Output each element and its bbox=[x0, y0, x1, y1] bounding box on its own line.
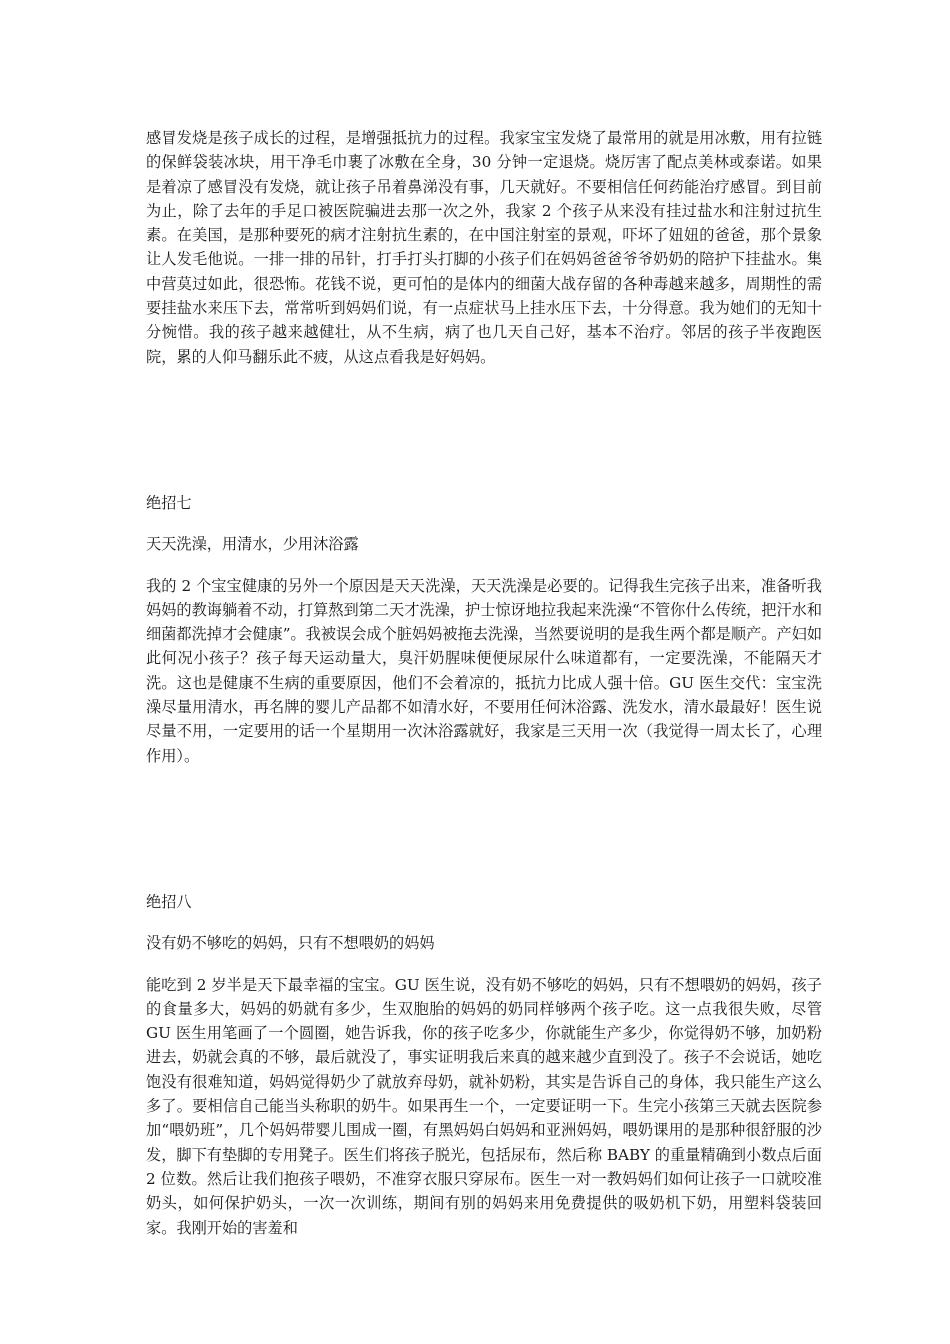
section-subtitle-eight: 没有奶不够吃的妈妈，只有不想喂奶的妈妈 bbox=[146, 934, 435, 953]
document-page bbox=[146, 126, 822, 1240]
section-heading-seven: 绝招七 bbox=[146, 493, 192, 512]
spacer bbox=[146, 557, 822, 574]
spacer bbox=[146, 956, 822, 973]
spacer bbox=[146, 515, 822, 532]
paragraph-breastfeeding: 能吃到 2 岁半是天下最幸福的宝宝。GU 医生说，没有奶不够吃的妈妈，只有不想喂奶的妈妈，孩子的食量多大，妈妈的奶就有多少，生双胞胎的妈妈的奶同样够两个孩子吃。这一点我很失败，尽管 GU 医生用笔画了一个圆圈，她告诉我，你的孩子吃多少，你就能生产多少，你觉得奶不够，加奶粉进去，奶就会真的不够，最后就没了，事实证明我后来真的越来越少直到没了。孩子不会说话，她吃饱没有很难知道，妈妈觉得奶少了就放弃母奶，就补奶粉，其实是告诉自己的身体，我只能生产这么多了。要相信自己能当头称职的奶牛。如果再生一个，一定要证明一下。生完小孩第三天就去医院参加“喂奶班”，几个妈妈带婴儿围成一圈，有黑妈妈白妈妈和亚洲妈妈，喂奶课用的是那种很舒服的沙发，脚下有垫脚的专用凳子。医生们将孩子脱光，包括尿布，然后称 BABY 的重量精确到小数点后面 2 位数。然后让我们抱孩子喂奶，不准穿衣服只穿尿布。医生一对一教妈妈们如何让孩子一口就咬准奶头，如何保护奶头，一次一次训练，期间有别的妈妈来用免费提供的吸奶机下奶，用塑料袋装回家。我刚开始的害羞和 bbox=[146, 975, 822, 1237]
paragraph-bathing: 我的 2 个宝宝健康的另外一个原因是天天洗澡，天天洗澡是必要的。记得我生完孩子出来，准备听我妈妈的教诲躺着不动，打算熬到第二天才洗澡，护士惊讶地拉我起来洗澡“不管你什么传统，把汗水和细菌都洗掉才会健康”。我被误会成个脏妈妈被拖去洗澡，当然要说明的是我生两个都是顺产。产妇如此何况小孩子？孩子每天运动量大，臭汗奶腥味便便尿尿什么味道都有，一定要洗澡，不能隔天才洗。这也是健康不生病的重要原因，他们不会着凉的，抵抗力比成人强十倍。GU 医生交代：宝宝洗澡尽量用清水，再名牌的婴儿产品都不如清水好，不要用任何沐浴露、洗发水，清水最最好！医生说尽量不用，一定要用的话一个星期用一次沐浴露就好，我家是三天用一次（我觉得一周太长了，心理作用）。 bbox=[146, 576, 823, 765]
section-spacer bbox=[146, 369, 822, 491]
section-heading-eight: 绝招八 bbox=[146, 892, 192, 911]
spacer bbox=[146, 914, 822, 931]
section-subtitle-seven: 天天洗澡，用清水，少用沐浴露 bbox=[146, 535, 359, 554]
section-spacer bbox=[146, 768, 822, 890]
paragraph-fever: 感冒发烧是孩子成长的过程，是增强抵抗力的过程。我家宝宝发烧了最常用的就是用冰敷，用有拉链的保鲜袋装冰块，用干净毛巾裹了冰敷在全身，30 分钟一定退烧。烧厉害了配点美林或泰诺。如果是着凉了感冒没有发烧，就让孩子吊着鼻涕没有事，几天就好。不要相信任何药能治疗感冒。到目前为止，除了去年的手足口被医院骗进去那一次之外，我家 2 个孩子从来没有挂过盐水和注射过抗生素。在美国，是那种要死的病才注射抗生素的，在中国注射室的景观，吓坏了妞妞的爸爸，那个景象让人发毛他说。一排一排的吊针，打手打头打脚的小孩子们在妈妈爸爸爷爷奶奶的陪护下挂盐水。集中营莫过如此，很恐怖。花钱不说，更可怕的是体内的细菌大战存留的各种毒越来越多，周期性的需要挂盐水来压下去，常常听到妈妈们说，有一点症状马上挂水压下去，十分得意。我为她们的无知十分惋惜。我的孩子越来越健壮，从不生病，病了也几天自己好，基本不治疗。邻居的孩子半夜跑医院，累的人仰马翻乐此不疲，从这点看我是好妈妈。 bbox=[146, 129, 822, 366]
